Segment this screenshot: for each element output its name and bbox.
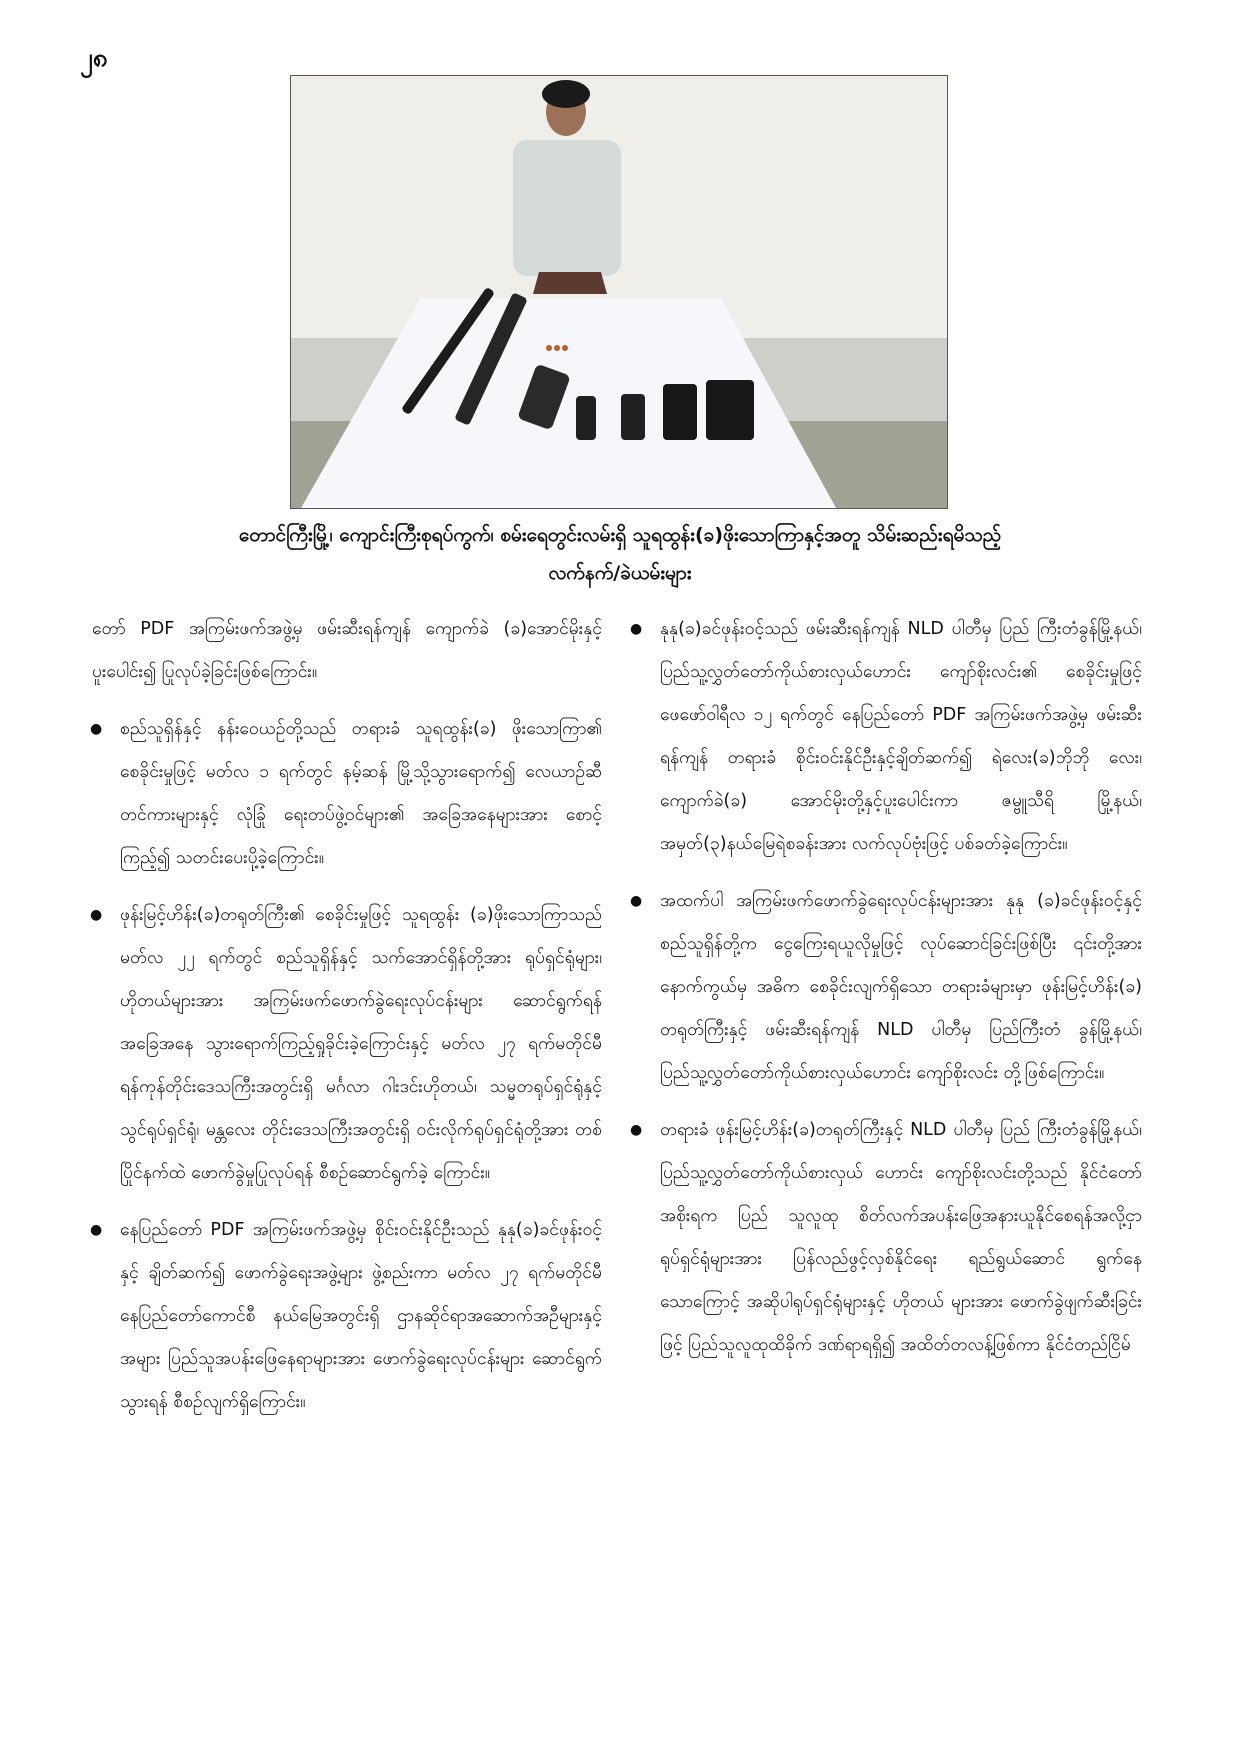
page-number: ၂၈ xyxy=(80,43,108,73)
bullet-paragraph: ● နုနု(ခ)ခင်ဖုန်းဝင့်သည် ဖမ်းဆီးရန်ကျန် NLD ပါတီမှ ပြည် ကြီးတံခွန်မြို့နယ်၊ ပြည်သူ့လွှတ်တော်ကိုယ်စားလှယ်ဟောင်း ကျော်စိုးလင်း၏ စေခိုင်းမှုဖြင့် ဖေဖော်ဝါရီလ ၁၂ ရက်တွင် နေပြည်တော် PDF အကြမ်းဖက်အဖွဲ့မှ ဖမ်းဆီးရန်ကျန် တရားခံ စိုင်းဝင်းနိုင်ဦးနှင့်ချိတ်ဆက်၍ ရဲလေး(ခ)ဘိုဘို လေး၊ ကျောက်ခဲ(ခ) အောင်မိုးတို့နှင့်ပူးပေါင်းကာ ဇမ္ဗူသီရိ မြို့နယ်၊ အမှတ်(၃)နယ်မြေရဲစခန်းအား လက်လုပ်ဗုံးဖြင့် ပစ်ခတ်ခဲ့ကြောင်း။ xyxy=(632,608,1142,866)
bullet-paragraph: ● ဖုန်းမြင့်ဟိန်း(ခ)တရုတ်ကြီး၏ စေခိုင်းမှုဖြင့် သူရထွန်း (ခ)ဖိုးသောကြာသည် မတ်လ ၂၂ ရက်တွင် စည်သူရှိန်နှင့် သက်အောင်ရှိန်တို့အား ရုပ်ရှင်ရုံများ၊ ဟိုတယ်များအား အကြမ်းဖက်ဖောက်ခွဲရေးလုပ်ငန်းများ ဆောင်ရွက်ရန် အခြေအနေ သွားရောက်ကြည့်ရှုခိုင်းခဲ့ကြောင်းနှင့် မတ်လ ၂၇ ရက်မတိုင်မီ ရန်ကုန်တိုင်းဒေသကြီးအတွင်းရှိ မင်္ဂလာ ဂါးဒင်းဟိုတယ်၊ သမ္မတရုပ်ရှင်ရုံနှင့် သွင်ရုပ်ရှင်ရုံ၊ မန္တလေး တိုင်းဒေသကြီးအတွင်းရှိ ဝင်းလိုက်ရုပ်ရှင်ရုံတို့အား တစ် ပြိုင်နက်ထဲ ဖောက်ခွဲမှုပြုလုပ်ရန် စီစဉ်ဆောင်ရွက်ခဲ့ ကြောင်း။ xyxy=(92,894,602,1195)
left-column xyxy=(92,608,602,1438)
bullet-paragraph: ● အထက်ပါ အကြမ်းဖက်ဖောက်ခွဲရေးလုပ်ငန်းများအား နုနု (ခ)ခင်ဖုန်းဝင့်နှင့် စည်သူရှိန်တို့က ငွေကြေးရယူလိုမှုဖြင့် လုပ်ဆောင်ခြင်းဖြစ်ပြီး ၎င်းတို့အား နောက်ကွယ်မှ အဓိက စေခိုင်းလျက်ရှိသော တရားခံများမှာ ဖုန်းမြင့်ဟိန်း(ခ) တရုတ်ကြီးနှင့် ဖမ်းဆီးရန်ကျန် NLD ပါတီမှ ပြည်ကြီးတံ ခွန်မြို့နယ်၊ ပြည်သူ့လွှတ်တော်ကိုယ်စားလှယ်ဟောင်း ကျော်စိုးလင်း တို့ဖြစ်ကြောင်း။ xyxy=(632,880,1142,1095)
news-photo xyxy=(290,75,948,509)
photo-illustration-icon xyxy=(291,76,947,508)
right-column xyxy=(632,608,1142,1381)
caption-line-2: လက်နက်/ခဲယမ်းများ xyxy=(548,562,692,584)
bullet-paragraph: ● နေပြည်တော် PDF အကြမ်းဖက်အဖွဲ့မှ စိုင်းဝင်းနိုင်ဦးသည် နုနု(ခ)ခင်ဖုန်းဝင့်နှင့် ချိတ်ဆက်၍ ဖောက်ခွဲရေးအဖွဲ့များ ဖွဲ့စည်းကာ မတ်လ ၂၇ ရက်မတိုင်မီ နေပြည်တော်ကောင်စီ နယ်မြေအတွင်းရှိ ဌာနဆိုင်ရာအဆောက်အဦများနှင့် အများ ပြည်သူအပန်းဖြေနေရာများအား ဖောက်ခွဲရေးလုပ်ငန်းများ ဆောင်ရွက်သွားရန် စီစဉ်လျက်ရှိကြောင်း။ xyxy=(92,1209,602,1424)
continuation-paragraph: တော် PDF အကြမ်းဖက်အဖွဲ့မှ ဖမ်းဆီးရန်ကျန် ကျောက်ခဲ (ခ)အောင်မိုးနှင့်ပူးပေါင်း၍ ပြုလုပ်ခဲ့ခြင်းဖြစ်ကြောင်း။ xyxy=(92,619,602,682)
photo-caption xyxy=(90,516,1150,592)
bullet-paragraph: ● တရားခံ ဖုန်းမြင့်ဟိန်း(ခ)တရုတ်ကြီးနှင့် NLD ပါတီမှ ပြည် ကြီးတံခွန်မြို့နယ်၊ ပြည်သူ့လွှတ်တော်ကိုယ်စားလှယ် ဟောင်း ကျော်စိုးလင်းတို့သည် နိုင်ငံတော်အစိုးရက ပြည် သူလူထု စိတ်လက်အပန်းဖြေအနားယူနိုင်စေရန်အလို့ငှာ ရုပ်ရှင်ရုံများအား ပြန်လည်ဖွင့်လှစ်နိုင်ရေး ရည်ရွယ်ဆောင် ရွက်နေသောကြောင့် အဆိုပါရုပ်ရှင်ရုံများနှင့် ဟိုတယ် များအား ဖောက်ခွဲဖျက်ဆီးခြင်းဖြင့် ပြည်သူလူထုထိခိုက် ဒဏ်ရာရရှိ၍ အထိတ်တလန့်ဖြစ်ကာ နိုင်ငံတည်ငြိမ် xyxy=(632,1109,1142,1367)
caption-line-1: တောင်ကြီးမြို့၊ ကျောင်းကြီးစုရပ်ကွက်၊ စမ်းရေတွင်းလမ်းရှိ သူရထွန်း(ခ)ဖိုးသောကြာနှင့်အတူ သိမ်းဆည်းရမိသည့် xyxy=(238,524,1002,546)
bullet-paragraph: ● စည်သူရှိန်နှင့် နန်းဝေယဉ်တို့သည် တရားခံ သူရထွန်း(ခ) ဖိုးသောကြာ၏ စေခိုင်းမှုဖြင့် မတ်လ ၁ ရက်တွင် နမ့်ဆန် မြို့သို့သွားရောက်၍ လေယာဉ်ဆီတင်ကားများနှင့် လုံခြုံ ရေးတပ်ဖွဲ့ဝင်များ၏ အခြေအနေများအား စောင့်ကြည့်၍ သတင်းပေးပို့ခဲ့ကြောင်း။ xyxy=(92,708,602,880)
